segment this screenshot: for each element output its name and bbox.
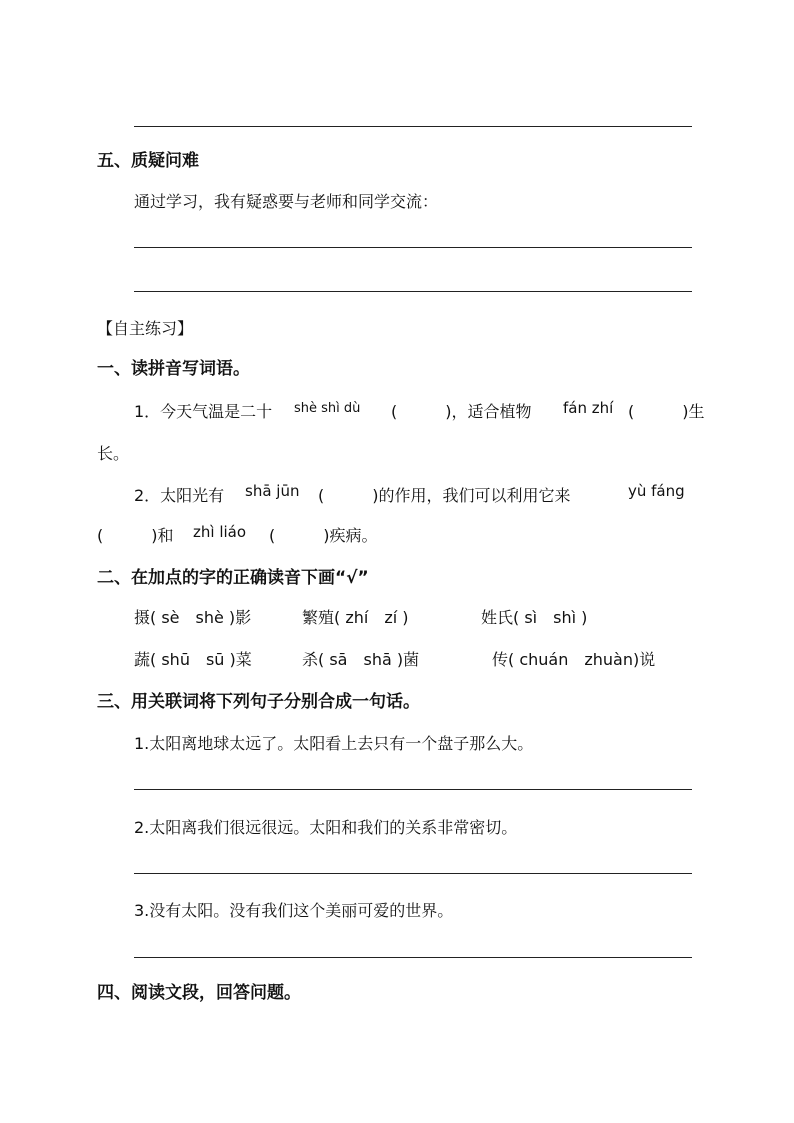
q1-line3-text-b[interactable]: ( )疾病。 bbox=[269, 526, 378, 545]
practice-title: 【自主练习】 bbox=[97, 319, 194, 338]
q2-item-sha-jun[interactable] bbox=[302, 647, 419, 670]
q1-line2-pinyin-1: shā jūn bbox=[245, 482, 300, 500]
q1-line1-text-b[interactable]: ( )，适合植物 bbox=[391, 402, 532, 421]
q2-item-word: 蔬 bbox=[134, 650, 151, 669]
q1-line3-text-a[interactable]: ( )和 bbox=[97, 526, 174, 545]
q1-line2-text-a: 2．太阳光有 bbox=[134, 486, 225, 505]
q2-item-pinyin[interactable]: ( chuán zhuàn) bbox=[508, 650, 640, 669]
answer-line-q3-2[interactable] bbox=[134, 873, 692, 874]
q2-item-shu-cai[interactable] bbox=[134, 647, 252, 670]
q2-item-fan-zhi[interactable] bbox=[302, 605, 409, 628]
q1-line1-pinyin-2: fán zhí bbox=[563, 399, 614, 417]
section-5-prompt: 通过学习，我有疑惑要与老师和同学交流： bbox=[134, 192, 439, 211]
q1-line3-pinyin: zhì liáo bbox=[193, 523, 247, 541]
q2-item-she-ying[interactable] bbox=[134, 605, 251, 628]
q1-line1-pinyin-1: shè shì dù bbox=[294, 401, 361, 416]
q2-item-pinyin[interactable]: ( sā shā ) bbox=[318, 650, 404, 669]
q2-item-tail: 说 bbox=[639, 650, 656, 669]
q1-line1-text-a: 1．今天气温是二十 bbox=[134, 402, 273, 421]
q1-line1-continuation: 长。 bbox=[97, 444, 130, 463]
q2-item-word: 繁殖 bbox=[302, 608, 335, 627]
q2-item-pinyin[interactable]: ( sè shè ) bbox=[150, 608, 236, 627]
answer-line-s5-1[interactable] bbox=[134, 247, 692, 248]
q3-sentence-1: 1.太阳离地球太远了。太阳看上去只有一个盘子那么大。 bbox=[134, 734, 534, 753]
q2-item-chuan-shuo[interactable] bbox=[492, 647, 655, 670]
q2-item-pinyin[interactable]: ( shū sū ) bbox=[150, 650, 236, 669]
q2-item-word: 杀 bbox=[302, 650, 319, 669]
q2-heading: 二、在加点的字的正确读音下画“√” bbox=[97, 568, 369, 588]
q3-heading: 三、用关联词将下列句子分别合成一句话。 bbox=[97, 692, 420, 712]
q3-sentence-2: 2.太阳离我们很远很远。太阳和我们的关系非常密切。 bbox=[134, 818, 518, 837]
q2-item-word: 姓氏 bbox=[481, 608, 514, 627]
q2-item-xing-shi[interactable] bbox=[481, 605, 587, 628]
answer-line-s5-2[interactable] bbox=[134, 291, 692, 292]
answer-line-top[interactable] bbox=[134, 126, 692, 127]
q2-item-tail: 菌 bbox=[403, 650, 420, 669]
q2-item-tail: 菜 bbox=[235, 650, 252, 669]
q3-sentence-3: 3.没有太阳。没有我们这个美丽可爱的世界。 bbox=[134, 901, 454, 920]
q2-item-tail: 影 bbox=[235, 608, 252, 627]
q2-item-pinyin[interactable]: ( sì shì ) bbox=[513, 608, 588, 627]
q1-heading: 一、读拼音写词语。 bbox=[97, 359, 250, 379]
q1-line2-text-b[interactable]: ( )的作用，我们可以利用它来 bbox=[318, 486, 571, 505]
answer-line-q3-3[interactable] bbox=[134, 957, 692, 958]
q1-line2-pinyin-2: yù fáng bbox=[628, 482, 685, 500]
q2-item-word: 传 bbox=[492, 650, 509, 669]
answer-line-q3-1[interactable] bbox=[134, 789, 692, 790]
section-5-heading: 五、质疑问难 bbox=[97, 151, 199, 171]
q4-heading: 四、阅读文段，回答问题。 bbox=[97, 983, 301, 1003]
q1-line1-text-c[interactable]: ( )生 bbox=[628, 402, 705, 421]
q2-item-pinyin[interactable]: ( zhí zí ) bbox=[334, 608, 409, 627]
q2-item-word: 摄 bbox=[134, 608, 151, 627]
